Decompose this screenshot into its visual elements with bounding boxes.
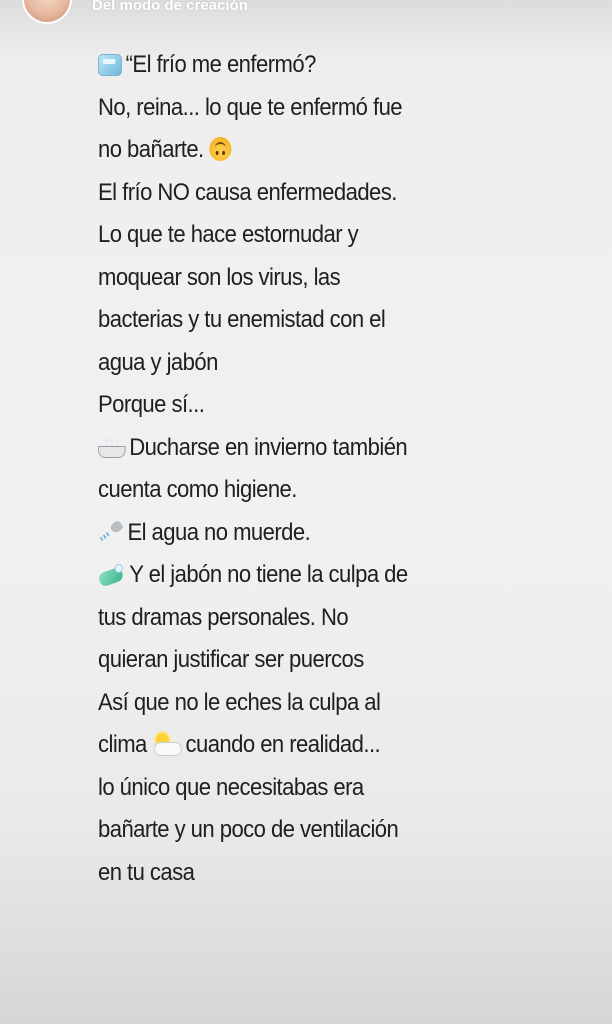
upside-down-face-icon xyxy=(209,137,231,161)
sun-behind-cloud-icon xyxy=(152,732,181,756)
text-line: bacterias y tu enemistad con el xyxy=(98,306,386,333)
text-line: Lo que te hace estornudar y xyxy=(98,221,359,248)
text-line: No, reina... lo que te enfermó fue xyxy=(98,93,403,121)
header-label: Del modo de creación xyxy=(92,0,248,14)
story-header xyxy=(0,0,612,22)
text-line: clima cuando en realidad... xyxy=(98,731,381,758)
text-line: lo único que necesitabas era xyxy=(98,773,364,801)
text-line: “El frío me enfermó? xyxy=(98,44,540,87)
text-line: El frío NO causa enfermedades. xyxy=(98,178,397,206)
text-line: cuenta como higiene. xyxy=(98,476,297,503)
soap-icon xyxy=(98,562,126,586)
text-line: Y el jabón no tiene la culpa de xyxy=(98,554,540,597)
text-line: Así que no le eches la culpa al xyxy=(98,688,381,716)
text-line: Ducharse en invierno también xyxy=(98,427,540,470)
text-line: Porque sí... xyxy=(98,391,205,418)
text-line: agua y jabón xyxy=(98,348,218,376)
bathtub-icon xyxy=(98,435,126,459)
text-line: El agua no muerde. xyxy=(98,512,540,555)
text-line: moquear son los virus, las xyxy=(98,263,341,291)
text-line: no bañarte. xyxy=(98,129,540,172)
text-line: quieran justificar ser puercos xyxy=(98,646,364,673)
ice-cube-icon xyxy=(98,54,122,76)
story-text xyxy=(98,44,540,894)
shower-icon xyxy=(98,520,124,544)
text-line: bañarte y un poco de ventilación xyxy=(98,816,399,843)
text-line: en tu casa xyxy=(98,858,195,886)
text-line: tus dramas personales. No xyxy=(98,603,349,631)
avatar[interactable] xyxy=(22,0,72,24)
